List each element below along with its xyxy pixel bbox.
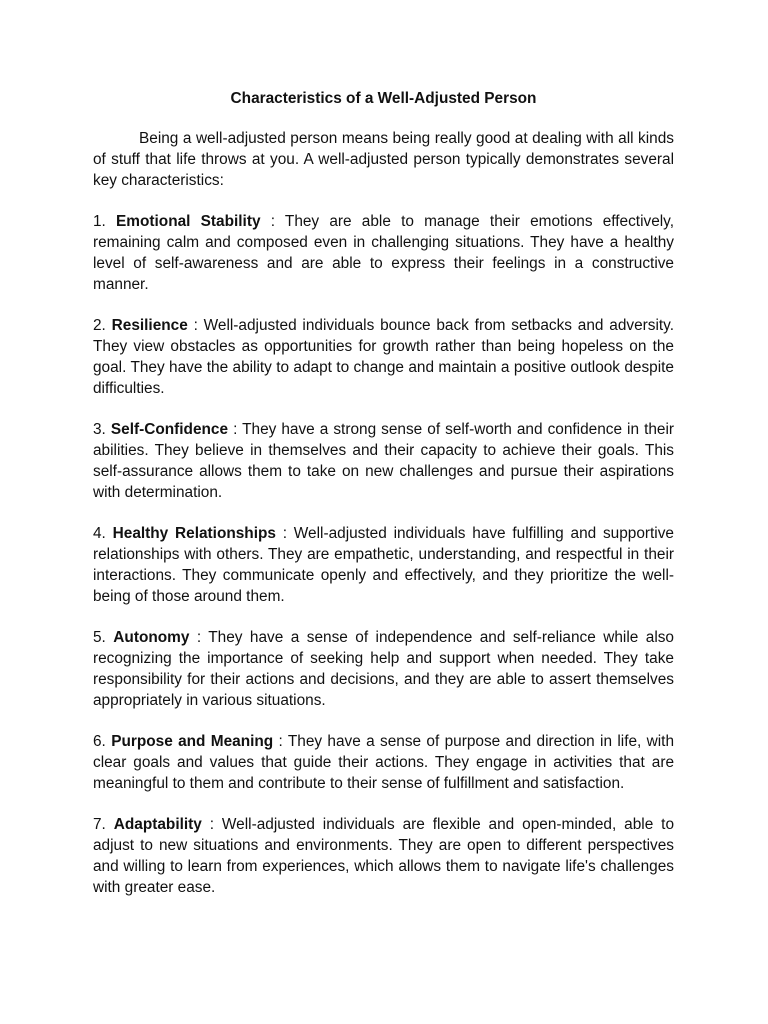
document-page [93,88,674,918]
document-title: Characteristics of a Well-Adjusted Person [230,90,537,107]
item-heading: Self-Confidence [110,421,229,438]
item-number: 2. [93,317,106,334]
item-text: : Well-adjusted individuals have fulfilling and supportive relationships with others. They are empathetic, understanding, and respectful in their interactions. They communicate openly and effectively, and they prioritize the well-being of those around them. [93,525,674,605]
item-heading: Adaptability [113,816,202,833]
list-item-autonomy [93,627,674,711]
item-text: : They have a strong sense of self-worth and confidence in their abilities. They believe in themselves and their capacity to achieve their goals. This self-assurance allows them to take on new challenges and pursue their aspirations with determination. [93,421,675,501]
item-text: : They have a sense of independence and self-reliance while also recognizing the importance of seeking help and support when needed. They take responsibility for their actions and decisions, and they are able to assert themselves appropriately in various situations. [93,629,674,709]
intro-paragraph: Being a well-adjusted person means being really good at dealing with all kinds of stuff that life throws at you. A well-adjusted person typically demonstrates several key characteristics: [93,130,674,189]
item-heading: Purpose and Meaning [111,733,274,750]
item-heading: Emotional Stability [116,213,261,230]
item-number: 4. [93,525,106,542]
list-item-healthy-relationships [93,523,674,607]
item-text: : Well-adjusted individuals bounce back from setbacks and adversity. They view obstacles as opportunities for growth rather than being hopeless on the goal. They have the ability to adapt to change and maintain a positive outlook despite difficulties. [93,317,674,397]
list-item-resilience [93,315,674,399]
item-number: 7. [93,816,106,833]
item-heading: Resilience [111,317,188,334]
list-item-adaptability [93,814,674,898]
list-item-emotional-stability [93,211,674,295]
item-number: 3. [93,421,106,438]
item-text: : Well-adjusted individuals are flexible and open-minded, able to adjust to new situations and environments. They are open to different perspectives and willing to learn from experiences, which allows them to navigate life's challenges with greater ease. [93,816,675,896]
item-heading: Healthy Relationships [112,525,276,542]
list-item-purpose-and-meaning [93,731,674,794]
item-text: : They have a sense of purpose and direction in life, with clear goals and values that guide their actions. They engage in activities that are meaningful to them and contribute to their sense of fulfillment and satisfaction. [93,733,675,792]
item-number: 6. [93,733,106,750]
item-heading: Autonomy [113,629,190,646]
item-number: 5. [93,629,106,646]
item-number: 1. [93,213,106,230]
list-item-self-confidence [93,419,674,503]
item-text: : They are able to manage their emotions effectively, remaining calm and composed even in challenging situations. They have a healthy level of self-awareness and are able to express their feelings in a constructive manner. [93,213,675,293]
